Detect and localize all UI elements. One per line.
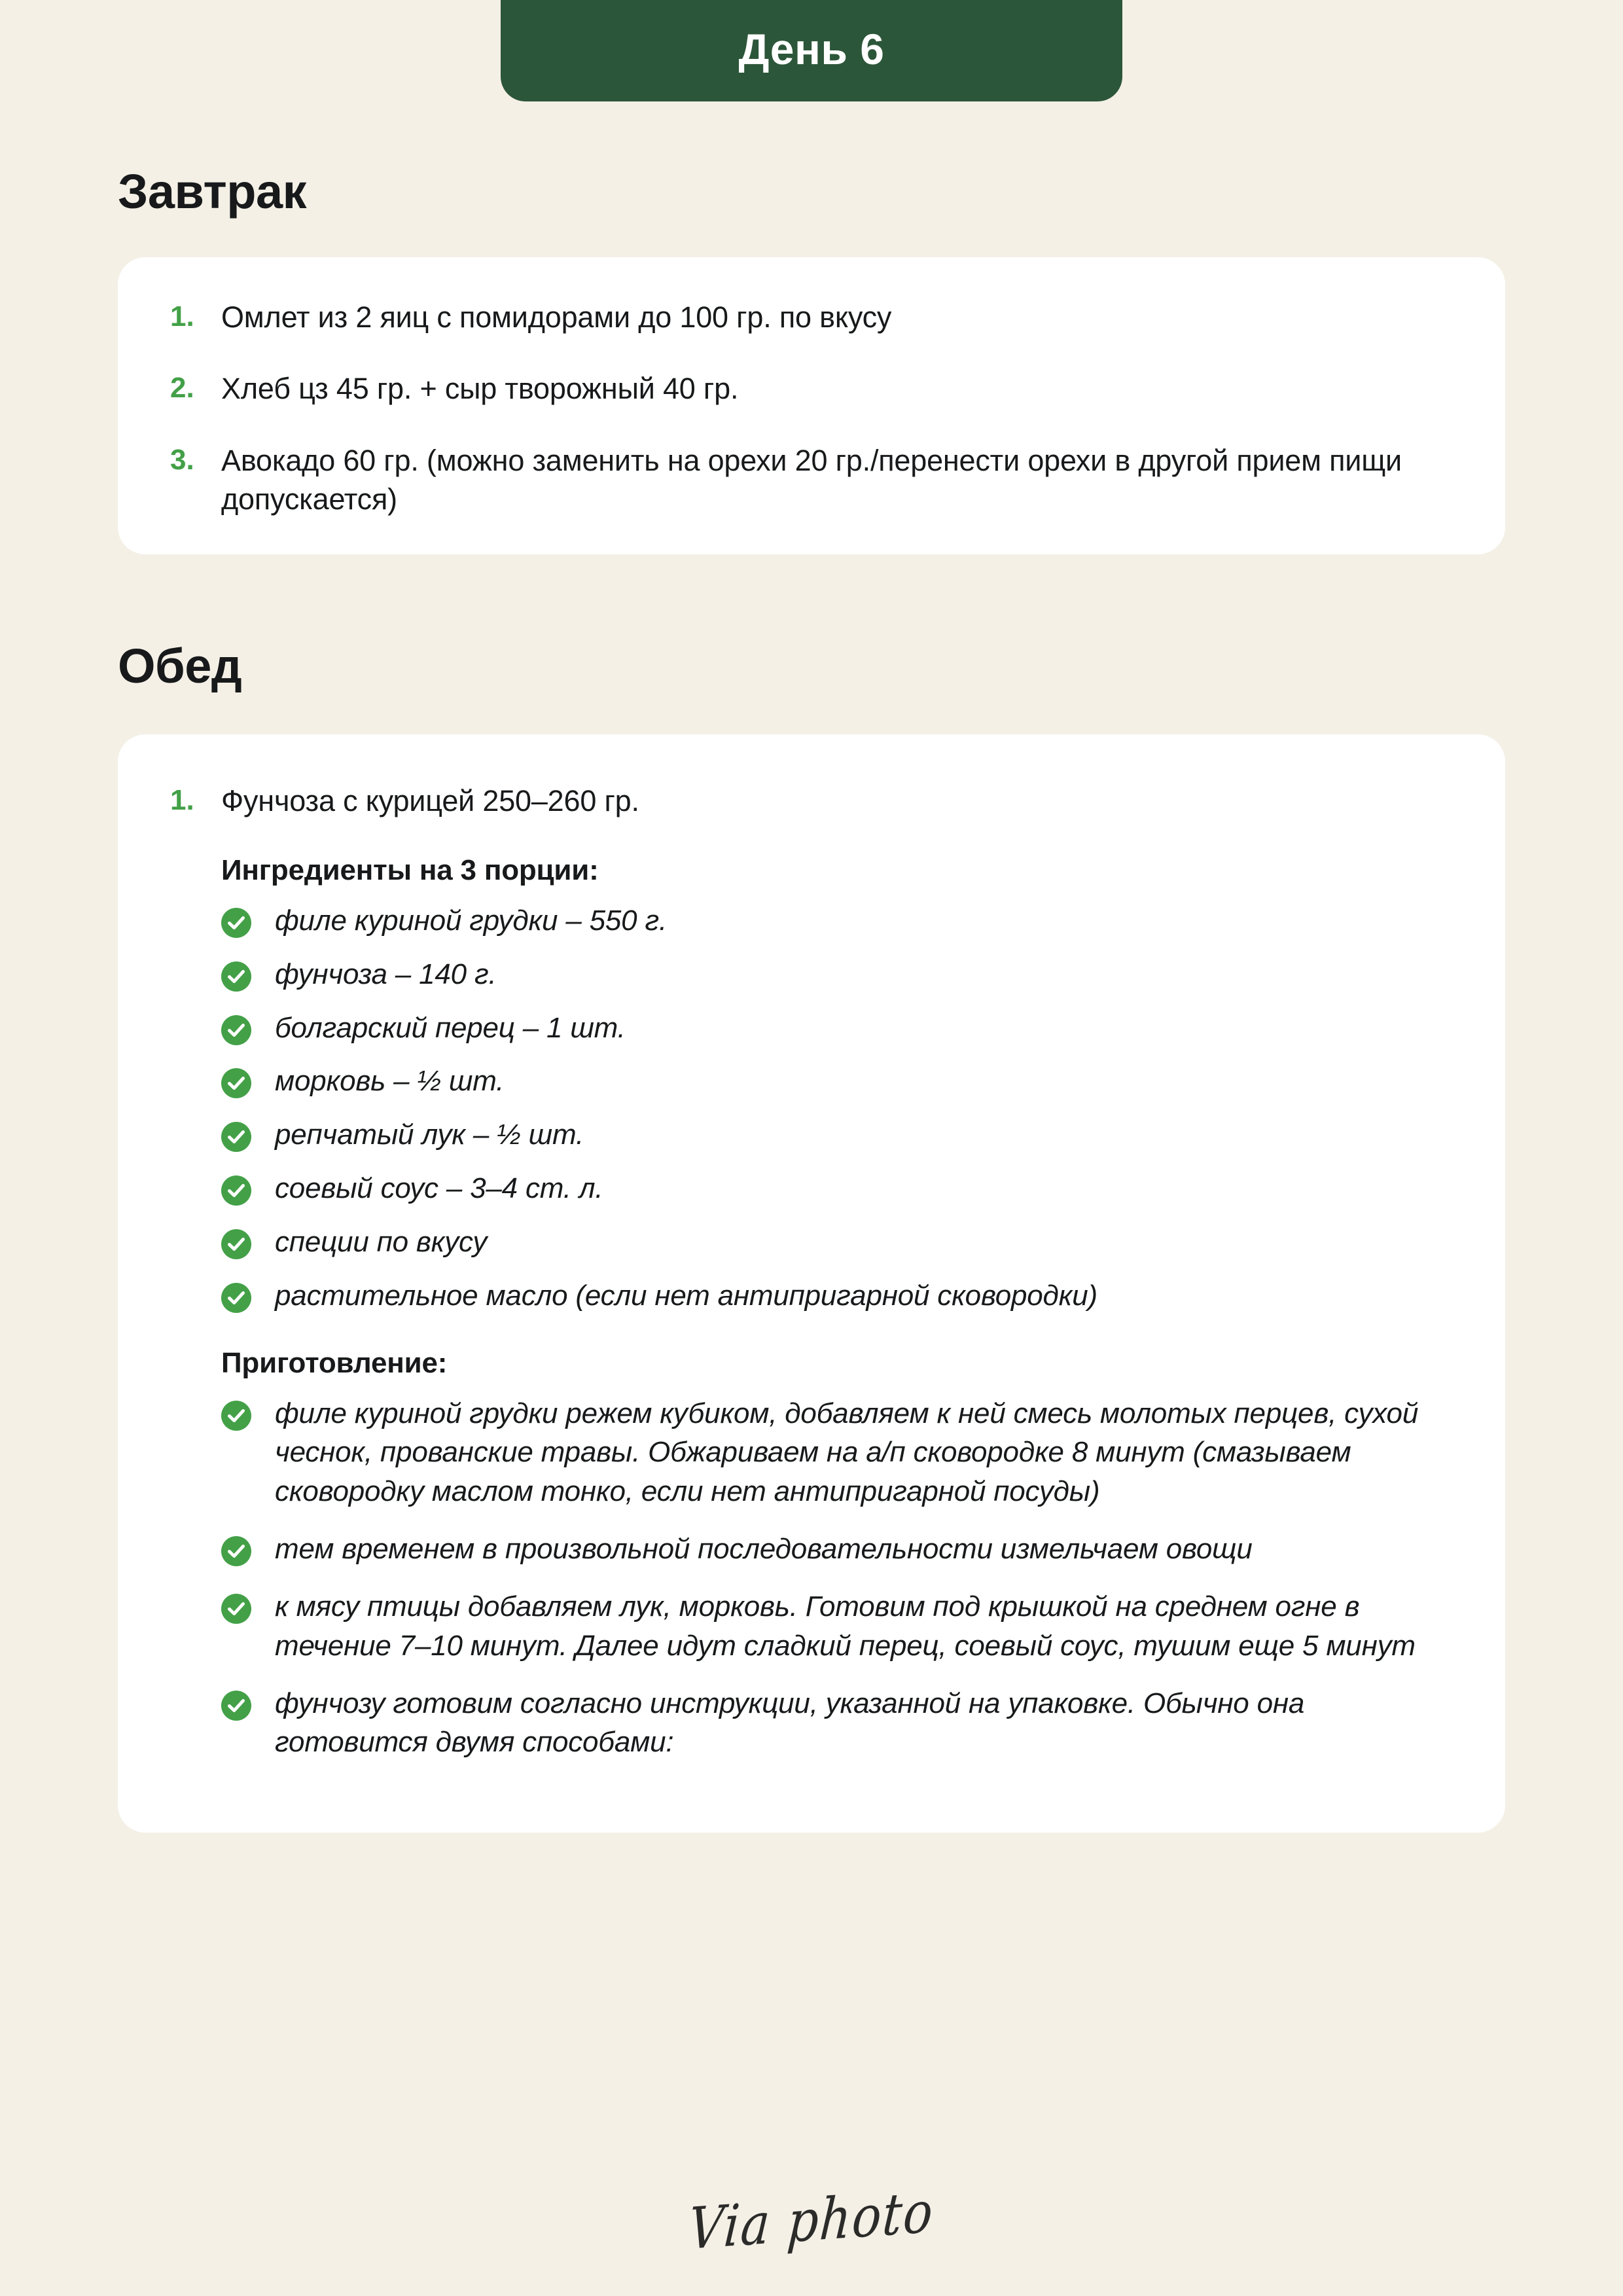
day-badge-label: День 6 bbox=[738, 24, 885, 73]
ingredient-text: фунчоза – 140 г. bbox=[275, 958, 497, 990]
check-circle-icon bbox=[221, 961, 251, 992]
check-circle-icon bbox=[221, 1283, 251, 1313]
breakfast-heading: Завтрак bbox=[118, 164, 307, 219]
ingredient-text: репчатый лук – ½ шт. bbox=[275, 1119, 584, 1151]
brand-signature: Via photo bbox=[687, 2178, 936, 2263]
list-item bbox=[221, 1009, 1453, 1048]
preparation-step-text: фунчозу готовим согласно инструкции, указанной на упаковке. Обычно она готовится двумя способами: bbox=[275, 1687, 1305, 1759]
ingredients-heading: Ингредиенты на 3 порции: bbox=[221, 853, 599, 886]
list-item bbox=[170, 298, 1453, 336]
list-item bbox=[221, 1169, 1453, 1208]
list-item-number: 1. bbox=[170, 300, 194, 332]
footer bbox=[0, 2178, 1623, 2263]
check-circle-icon bbox=[221, 908, 251, 938]
list-item-text: Омлет из 2 яиц с помидорами до 100 гр. по вкусу bbox=[221, 300, 892, 334]
preparation-step-text: к мясу птицы добавляем лук, морковь. Готовим под крышкой на среднем огне в течение 7–10 минут. Далее идут сладкий перец, соевый соус, тушим еще 5 минут bbox=[275, 1590, 1416, 1662]
check-circle-icon bbox=[221, 1594, 251, 1624]
ingredient-text: соевый соус – 3–4 ст. л. bbox=[275, 1172, 603, 1205]
list-item bbox=[221, 1276, 1453, 1316]
breakfast-card bbox=[118, 257, 1505, 554]
list-item bbox=[221, 1062, 1453, 1101]
list-item bbox=[221, 1394, 1453, 1511]
preparation-step-text: тем временем в произвольной последовательности измельчаем овощи bbox=[275, 1533, 1253, 1566]
list-item-text: Авокадо 60 гр. (можно заменить на орехи 20 гр./перенести орехи в другой прием пищи допускается) bbox=[221, 443, 1402, 516]
list-item bbox=[221, 1223, 1453, 1262]
list-item-text: Хлеб цз 45 гр. + сыр творожный 40 гр. bbox=[221, 372, 739, 406]
list-item-number: 2. bbox=[170, 372, 194, 404]
list-item bbox=[221, 1587, 1453, 1666]
preparation-heading: Приготовление: bbox=[221, 1346, 448, 1379]
page-content bbox=[0, 164, 1623, 1833]
ingredient-text: болгарский перец – 1 шт. bbox=[275, 1011, 626, 1044]
ingredient-text: специи по вкусу bbox=[275, 1225, 488, 1258]
list-item bbox=[221, 901, 1453, 941]
breakfast-list bbox=[170, 298, 1453, 519]
check-circle-icon bbox=[221, 1122, 251, 1152]
list-item-number: 1. bbox=[170, 783, 194, 816]
list-item bbox=[221, 1115, 1453, 1155]
recipe-body bbox=[170, 854, 1453, 1762]
list-item bbox=[221, 1530, 1453, 1569]
check-circle-icon bbox=[221, 1229, 251, 1259]
ingredient-text: растительное масло (если нет антипригарной сковородки) bbox=[275, 1279, 1097, 1312]
list-item bbox=[170, 781, 1453, 820]
check-circle-icon bbox=[221, 1175, 251, 1206]
check-circle-icon bbox=[221, 1068, 251, 1098]
ingredient-text: филе куриной грудки – 550 г. bbox=[275, 904, 667, 937]
preparation-list bbox=[221, 1394, 1453, 1763]
day-badge-container bbox=[0, 0, 1623, 101]
check-circle-icon bbox=[221, 1536, 251, 1566]
lunch-card bbox=[118, 734, 1505, 1833]
list-item bbox=[170, 369, 1453, 408]
recipe-title: Фунчоза с курицей 250–260 гр. bbox=[221, 783, 639, 817]
preparation-step-text: филе куриной грудки режем кубиком, добавляем к ней смесь молотых перцев, сухой чеснок, прованские травы. Обжариваем на а/п сковородке 8 минут (смазываем сковородку маслом тонко, если нет антипригарной посуды) bbox=[275, 1397, 1419, 1508]
ingredients-list bbox=[221, 901, 1453, 1316]
ingredient-text: морковь – ½ шт. bbox=[275, 1065, 505, 1098]
list-item bbox=[170, 441, 1453, 519]
list-item bbox=[221, 1684, 1453, 1763]
day-badge bbox=[501, 0, 1122, 101]
check-circle-icon bbox=[221, 1015, 251, 1045]
lunch-heading: Обед bbox=[118, 638, 242, 693]
list-item bbox=[221, 955, 1453, 994]
list-item-number: 3. bbox=[170, 443, 194, 476]
check-circle-icon bbox=[221, 1691, 251, 1721]
check-circle-icon bbox=[221, 1401, 251, 1431]
